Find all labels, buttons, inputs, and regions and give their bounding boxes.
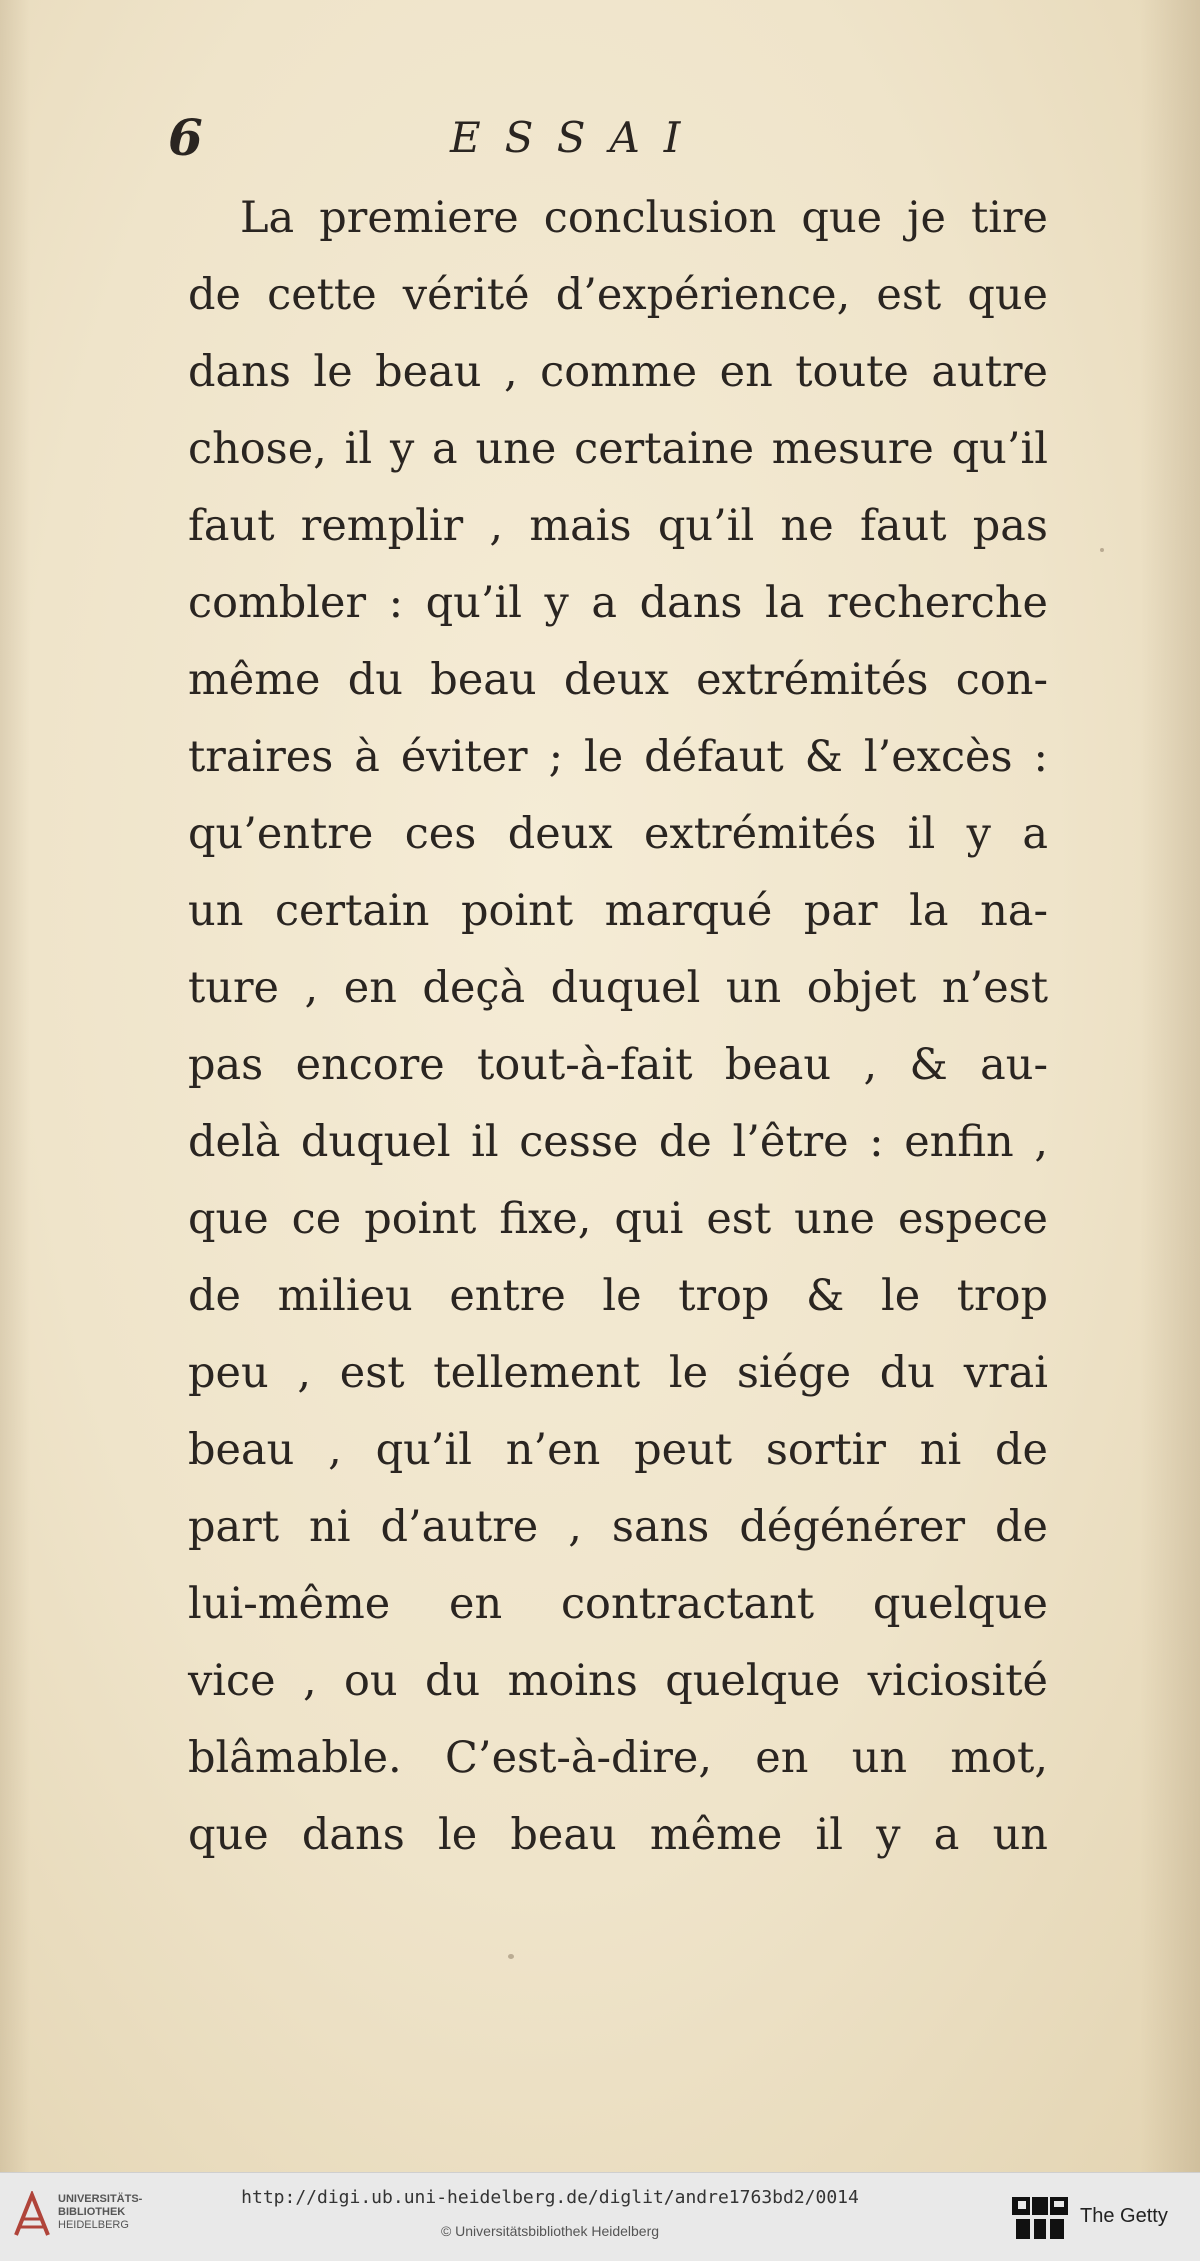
text-line: part ni d’autre , sans dégénérer de bbox=[188, 1502, 1048, 1552]
text-line: même du beau deux extrémités con- bbox=[188, 655, 1048, 705]
library-name-line: BIBLIOTHEK bbox=[58, 2206, 126, 2218]
text-line: delà duquel il cesse de l’être : enfin , bbox=[188, 1117, 1048, 1167]
text-line: combler : qu’il y a dans la recherche bbox=[188, 578, 1048, 628]
text-line: qu’entre ces deux extrémités il y a bbox=[188, 809, 1048, 859]
ink-speck bbox=[1100, 548, 1104, 552]
page-fold-shadow bbox=[1140, 0, 1200, 2172]
library-name-line: UNIVERSITÄTS- bbox=[58, 2193, 143, 2205]
text-line: pas encore tout-à-fait beau , & au- bbox=[188, 1040, 1048, 1090]
text-line: vice , ou du moins quelque viciosité bbox=[188, 1656, 1048, 1706]
page-number: 6 bbox=[168, 108, 203, 167]
text-line: chose, il y a une certaine mesure qu’il bbox=[188, 424, 1048, 474]
page-edge-shadow bbox=[0, 0, 30, 2172]
text-line: que dans le beau même il y a un bbox=[188, 1810, 1048, 1860]
text-line: blâmable. C’est-à-dire, en un mot, bbox=[188, 1733, 1048, 1783]
body-text bbox=[188, 180, 1048, 1874]
partner-name: The Getty bbox=[1080, 2205, 1168, 2227]
ub-heidelberg-logo-icon[interactable] bbox=[12, 2191, 52, 2239]
text-line: traires à éviter ; le défaut & l’excès : bbox=[188, 732, 1048, 782]
text-line: peu , est tellement le siége du vrai bbox=[188, 1348, 1048, 1398]
text-line: de milieu entre le trop & le trop bbox=[188, 1271, 1048, 1321]
text-line: La premiere conclusion que je tire bbox=[240, 193, 1048, 243]
text-line: faut remplir , mais qu’il ne faut pas bbox=[188, 501, 1048, 551]
copyright-notice: © Universitätsbibliothek Heidelberg bbox=[440, 2223, 660, 2239]
text-line: beau , qu’il n’en peut sortir ni de bbox=[188, 1425, 1048, 1475]
text-line: un certain point marqué par la na- bbox=[188, 886, 1048, 936]
text-line: ture , en deçà duquel un objet n’est bbox=[188, 963, 1048, 1013]
running-head bbox=[168, 108, 768, 168]
viewer-footer bbox=[0, 2172, 1200, 2261]
text-line: dans le beau , comme en toute autre bbox=[188, 347, 1048, 397]
permalink-url[interactable]: http://digi.ub.uni-heidelberg.de/diglit/andre1763bd2/0014 bbox=[241, 2187, 859, 2208]
text-line: lui-même en contractant quelque bbox=[188, 1579, 1048, 1629]
text-line: que ce point fixe, qui est une espece bbox=[188, 1194, 1048, 1244]
running-head-title: ESSAI bbox=[450, 113, 705, 162]
getty-logo-icon[interactable] bbox=[1010, 2193, 1070, 2243]
library-name-line: HEIDELBERG bbox=[58, 2219, 129, 2231]
text-line: de cette vérité d’expérience, est que bbox=[188, 270, 1048, 320]
library-name bbox=[58, 2193, 142, 2232]
ink-speck bbox=[508, 1954, 514, 1959]
